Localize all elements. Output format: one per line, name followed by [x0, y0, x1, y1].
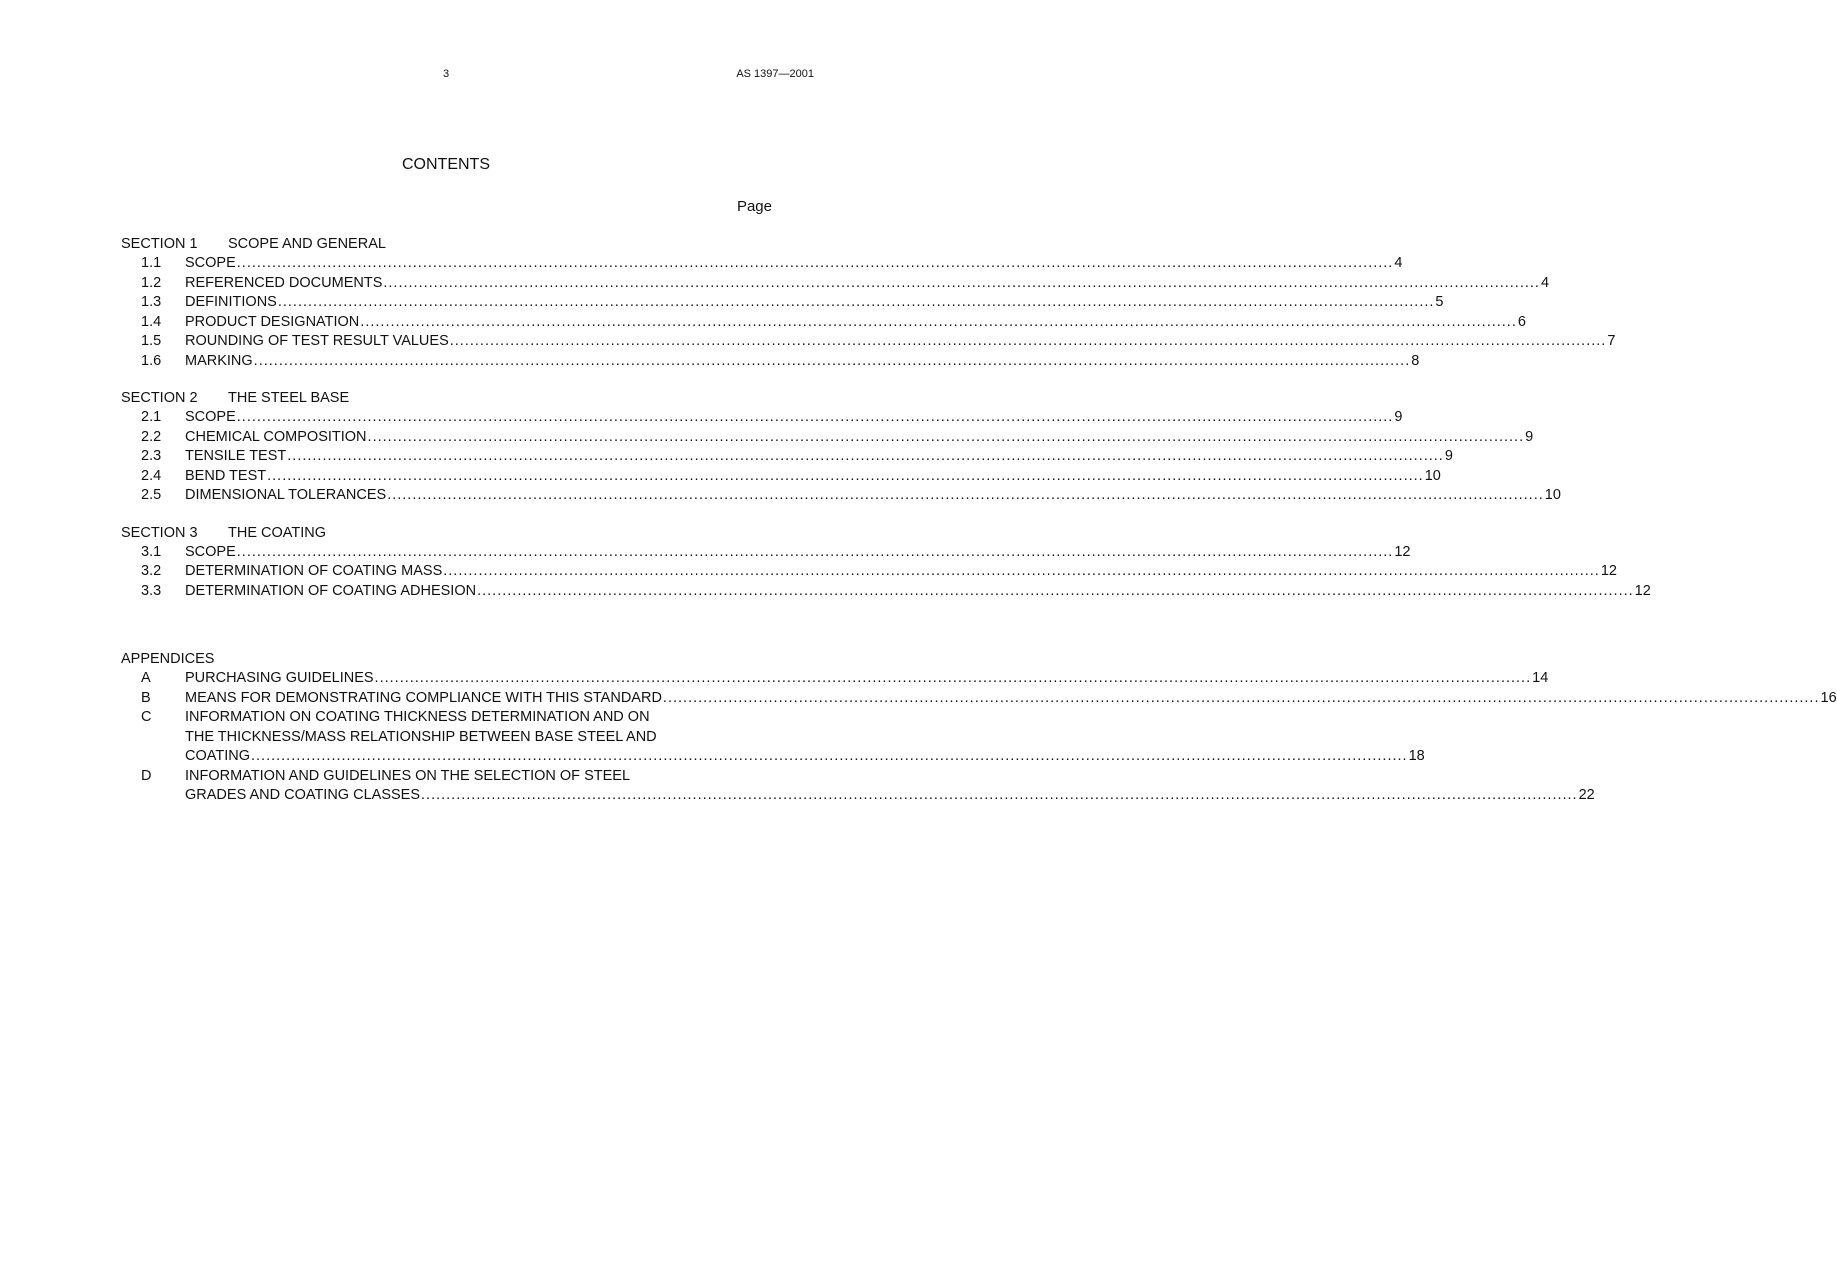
toc-entry[interactable]: [121, 313, 1526, 333]
entry-page: 7: [1607, 333, 1616, 349]
entry-line: [185, 274, 1549, 294]
entry-page: 6: [1517, 313, 1526, 330]
entry-body: [185, 708, 1425, 767]
dot-leader: [477, 582, 1634, 602]
entry-page: 5: [1435, 294, 1444, 310]
entry-title: DETERMINATION OF COATING ADHESION: [185, 582, 477, 599]
entry-number: 2.3: [141, 448, 162, 464]
entry-page: 4: [1394, 255, 1403, 271]
dot-leader: [375, 669, 1532, 689]
entry-body: [185, 293, 1444, 313]
entry-line: [185, 689, 1837, 709]
entry-title: BEND TEST: [185, 467, 267, 484]
dot-leader: [443, 562, 1600, 582]
appendices-heading: APPENDICES: [121, 651, 215, 667]
section-gap: [121, 371, 772, 388]
entry-body: [185, 467, 1441, 487]
entry-line: [185, 543, 1410, 563]
entry-page: 9: [1444, 448, 1453, 464]
section-title: SCOPE AND GENERAL: [228, 236, 386, 252]
toc-entry[interactable]: [121, 467, 1441, 487]
entry-title: SCOPE: [185, 409, 236, 425]
appendix-gap: [121, 601, 772, 649]
entry-page: 12: [1394, 543, 1411, 560]
entry-line: [185, 562, 1617, 582]
entry-line: [185, 669, 1548, 689]
entry-number: 3.3: [141, 582, 162, 599]
entry-line: [185, 428, 1533, 448]
entry-line: [185, 582, 1651, 602]
entry-page: 14: [1532, 670, 1549, 686]
toc-entry[interactable]: [121, 352, 1420, 372]
entry-line: [185, 447, 1453, 467]
entry-body: [185, 486, 1561, 506]
table-of-contents: [121, 234, 1837, 806]
entry-title: PRODUCT DESIGNATION: [185, 313, 360, 330]
entry-title: CHEMICAL COMPOSITION: [185, 428, 367, 445]
entry-number: 2.1: [141, 409, 162, 425]
entry-body: [185, 582, 1651, 602]
entry-page: 12: [1600, 563, 1617, 579]
entry-title: SCOPE: [185, 255, 236, 271]
section-heading: [121, 388, 772, 408]
dot-leader: [421, 786, 1578, 806]
entry-title: DIMENSIONAL TOLERANCES: [185, 487, 387, 503]
entry-page: 18: [1408, 748, 1425, 764]
entry-body: [185, 669, 1548, 689]
appendix-entry[interactable]: [121, 767, 1595, 806]
dot-leader: [251, 747, 1408, 767]
entry-title: COATING: [185, 748, 250, 764]
entry-line: [185, 747, 1425, 767]
entry-title: GRADES AND COATING CLASSES: [185, 787, 421, 803]
entry-body: [185, 254, 1402, 274]
entry-body: [185, 447, 1453, 467]
section-heading: [121, 234, 772, 254]
entry-title: PURCHASING GUIDELINES: [185, 670, 374, 686]
section-title: THE STEEL BASE: [228, 390, 350, 406]
toc-entry[interactable]: [121, 447, 1453, 467]
dot-leader: [278, 293, 1435, 313]
entry-number: C: [141, 709, 152, 725]
entry-page: 10: [1544, 487, 1561, 503]
entry-body: [185, 408, 1402, 428]
entry-body: [185, 428, 1533, 448]
section-gap: [121, 506, 772, 523]
entry-line: [185, 332, 1615, 352]
toc-entry[interactable]: [121, 543, 1411, 563]
entry-title: INFORMATION AND GUIDELINES ON THE SELECTION OF STEEL: [185, 767, 631, 784]
appendix-entry[interactable]: [121, 689, 1837, 709]
section-heading: [121, 523, 772, 543]
dot-leader: [237, 254, 1394, 274]
entry-line: [185, 352, 1419, 372]
dot-leader: [267, 467, 1424, 487]
entry-body: [185, 767, 1595, 806]
dot-leader: [360, 313, 1517, 333]
entry-number: B: [141, 689, 151, 706]
entry-page: 9: [1394, 409, 1403, 425]
entry-number: 1.6: [141, 352, 162, 369]
entry-body: [185, 352, 1419, 372]
dot-leader: [237, 543, 1394, 563]
entry-title: INFORMATION ON COATING THICKNESS DETERMINATION AND ON: [185, 709, 650, 725]
dot-leader: [237, 408, 1394, 428]
entry-title: SCOPE: [185, 543, 236, 560]
entry-title: REFERENCED DOCUMENTS: [185, 274, 383, 291]
appendix-entry[interactable]: [121, 708, 1425, 767]
entry-line: [185, 313, 1526, 333]
entry-number: 3.2: [141, 563, 162, 579]
entry-page: 4: [1540, 274, 1550, 291]
entry-number: 2.5: [141, 487, 162, 503]
entry-title: MEANS FOR DEMONSTRATING COMPLIANCE WITH THIS STANDARD: [185, 689, 662, 706]
entry-line: [185, 786, 1595, 806]
toc-entry[interactable]: [121, 274, 1550, 294]
toc-entry[interactable]: [121, 332, 1616, 352]
entry-page: 8: [1411, 352, 1420, 369]
entry-page: 16: [1820, 689, 1837, 706]
dot-leader: [254, 352, 1411, 372]
entry-line: [185, 728, 1425, 748]
entry-number: 2.2: [141, 428, 162, 445]
section-title: THE COATING: [228, 524, 327, 541]
entry-title: THE THICKNESS/MASS RELATIONSHIP BETWEEN BASE STEEL AND: [185, 728, 657, 745]
page-number: 3: [442, 68, 450, 80]
toc-entry[interactable]: [121, 293, 1444, 313]
toc-entry[interactable]: [121, 486, 1561, 506]
dot-leader: [387, 486, 1544, 506]
entry-number: 1.2: [141, 274, 162, 291]
entry-body: [185, 689, 1837, 709]
section-number: SECTION 1: [121, 236, 198, 252]
toc-entry[interactable]: [121, 254, 1403, 274]
entry-line: [185, 486, 1561, 506]
entry-page: 22: [1578, 787, 1595, 803]
contents-title: CONTENTS: [402, 156, 490, 173]
dot-leader: [287, 447, 1444, 467]
entry-page: 12: [1634, 582, 1651, 599]
entry-number: 3.1: [141, 543, 162, 560]
document-id: AS 1397—2001: [736, 68, 814, 80]
dot-leader: [663, 689, 1820, 709]
entry-number: D: [141, 767, 152, 784]
entry-body: [185, 313, 1526, 333]
entry-body: [185, 274, 1549, 294]
entry-title: TENSILE TEST: [185, 448, 287, 464]
entry-number: 1.4: [141, 313, 162, 330]
entry-line: [185, 254, 1402, 274]
page-column-label: Page: [736, 198, 772, 215]
entry-page: 9: [1525, 428, 1534, 445]
dot-leader: [368, 428, 1525, 448]
entry-number: 1.5: [141, 333, 162, 349]
toc-entry[interactable]: [121, 408, 1403, 428]
entry-line: [185, 408, 1402, 428]
toc-entry[interactable]: [121, 582, 1651, 602]
entry-title: MARKING: [185, 352, 253, 369]
entry-number: 1.3: [141, 294, 162, 310]
appendix-entry[interactable]: [121, 669, 1549, 689]
entry-line: [185, 767, 1595, 787]
entry-line: [185, 708, 1425, 728]
section-number: SECTION 3: [121, 524, 198, 541]
entry-page: 10: [1424, 467, 1441, 484]
dot-leader: [450, 332, 1607, 352]
toc-entry[interactable]: [121, 428, 1534, 448]
dot-leader: [383, 274, 1540, 294]
entry-title: DEFINITIONS: [185, 294, 277, 310]
entry-title: ROUNDING OF TEST RESULT VALUES: [185, 333, 449, 349]
entry-line: [185, 467, 1441, 487]
entry-number: 2.4: [141, 467, 162, 484]
entry-number: 1.1: [141, 255, 162, 271]
entry-number: A: [141, 670, 151, 686]
section-number: SECTION 2: [121, 390, 198, 406]
entry-body: [185, 562, 1617, 582]
entry-line: [185, 293, 1444, 313]
toc-entry[interactable]: [121, 562, 1617, 582]
entry-title: DETERMINATION OF COATING MASS: [185, 563, 443, 579]
entry-body: [185, 332, 1615, 352]
entry-body: [185, 543, 1410, 563]
